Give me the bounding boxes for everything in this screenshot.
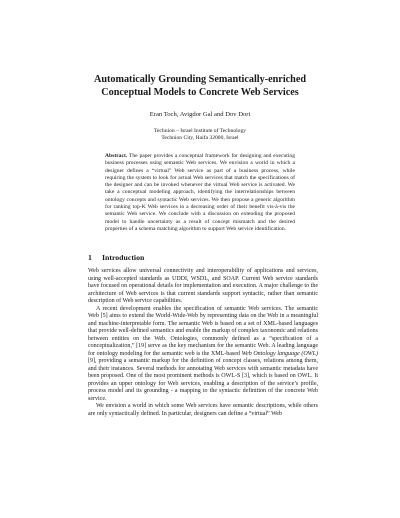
abstract-label: Abstract. [105, 153, 128, 159]
paper-title [60, 73, 340, 99]
paragraph-2-part-a: A recent development enables the specification of semantic Web services. The semantic Web [5] aims to extend the World-Wide-Web by representing data on the Web in a meaningful and machine-interpretable form. The semantic Web is based on a set of XML-based languages that provide well-defined semantics and enable the markup of complex taxonomic and relations between entities on the Web. Ontologies, commonly defined as a “specification of a conceptualization,” [19] serve as the key mechanism for the semantic Web. A leading language for ontology modeling for the semantic web is the XML-based [88, 305, 318, 357]
title-line-2: Conceptual Models to Concrete Web Services [101, 87, 299, 98]
paragraph-3: We envision a world in which some Web services have semantic descriptions, while others are only syntactically defined. In particular, designers can define a “virtual” Web [88, 403, 318, 417]
affiliation-line-2: Technion City, Haifa 32000, Israel [161, 135, 239, 141]
section-number: 1 [88, 253, 92, 262]
section-heading [88, 253, 144, 262]
affiliation-line-1: Technion – Israel Institute of Technology [153, 128, 247, 134]
section-title: Introduction [102, 253, 145, 262]
paragraph-2-part-b: [9], providing a semantic markup for the definition of concept classes, relations among them, and their instances. Several methods for annotating Web services with semantic metadata have been proposed. One of the most prominent methods is OWL-S [3], which is based on OWL. It provides an upper ontology for Web services, enabling a description of the service’s profile, process model and its grounding - a mapping to the syntactic definition of the concrete Web service. [88, 358, 318, 402]
paragraph-1: Web services allow universal connectivity and interoperability of applications and services, using well-accepted standards as UDDI, WSDL, and SOAP. Current Web service standards have focused on operational details for implementation and execution. A major challenge to the architecture of Web services is that current standards support syntactic, rather than semantic description of Web service capabilities. [88, 268, 318, 304]
affiliation [60, 128, 340, 142]
paragraph-2 [88, 306, 318, 404]
abstract-text: The paper provides a conceptual framework for designing and executing business processes using semantic Web services. We envision a world in which a designer defines a “virtual” Web service as part of a business process, while requiring the system to look for actual Web services that match the specifications of the designer and can be invoked whenever the virtual Web service is activated. We take a conceptual modeling approach, identifying the interrelationships between ontology concepts and syntactic Web services. We then propose a generic algorithm for ranking top-K Web services in a decreasing order of their benefit vis-à-vis the semantic Web service. We conclude with a discussion on extending the proposed model to handle uncertainty as a result of concept mismatch and the desired properties of a schema matching algorithm to support Web service identification. [105, 153, 295, 232]
paragraph-2-italic: Web Ontology language (OWL) [241, 350, 318, 357]
abstract [105, 153, 295, 233]
authors: Eran Toch, Avigdor Gal and Dov Dori [149, 111, 251, 118]
title-line-1: Automatically Grounding Semantically-enriched [93, 74, 307, 85]
section-body [88, 268, 318, 418]
